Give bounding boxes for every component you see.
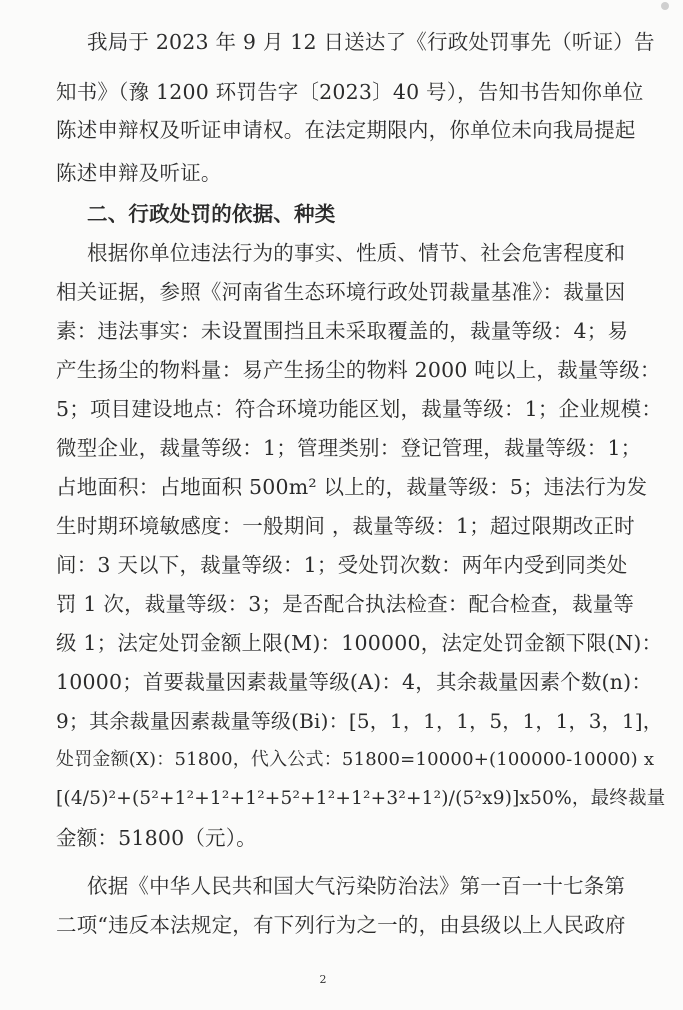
paragraph-line: 二项“违反本法规定，有下列行为之一的，由县级以上人民政府 — [56, 913, 626, 937]
paragraph-line: 素：违法事实：未设置围挡且未采取覆盖的，裁量等级：4；易 — [56, 319, 629, 343]
paragraph-line: 我局于 2023 年 9 月 12 日送达了《行政处罚事先（听证）告 — [87, 30, 655, 54]
paragraph-line: 间：3 天以下，裁量等级：1；受处罚次数：两年内受到同类处 — [56, 553, 628, 577]
paragraph-line: 生时期环境敏感度：一般期间 ，裁量等级：1；超过限期改正时 — [56, 514, 635, 538]
paragraph-line: 9；其余裁量因素裁量等级(Bi)：[5，1，1，1，5，1，1，3，1]， — [56, 709, 663, 733]
paragraph-line: 罚 1 次，裁量等级：3；是否配合执法检查：配合检查，裁量等 — [56, 592, 635, 616]
paragraph-line: 微型企业，裁量等级：1；管理类别：登记管理，裁量等级：1； — [56, 436, 642, 460]
paragraph-line: 金额：51800（元）。 — [56, 826, 257, 850]
paragraph-line: 根据你单位违法行为的事实、性质、情节、社会危害程度和 — [87, 241, 626, 265]
section-heading: 二、行政处罚的依据、种类 — [87, 202, 336, 226]
paragraph-line: 知书》（豫 1200 环罚告字〔2023〕40 号），告知书告知你单位 — [56, 80, 644, 104]
scan-dot-mark — [661, 2, 669, 10]
paragraph-line: 陈述申辩权及听证申请权。在法定期限内，你单位未向我局提起 — [56, 118, 636, 142]
paragraph-line: 相关证据，参照《河南省生态环境行政处罚裁量基准》：裁量因 — [56, 280, 626, 304]
page-number: 2 — [319, 973, 327, 986]
paragraph-line: 10000；首要裁量因素裁量等级(A)：4，其余裁量因素个数(n)： — [56, 670, 653, 694]
paragraph-line: 处罚金额(X)：51800，代入公式：51800=10000+(100000-10000) x — [56, 749, 655, 770]
paragraph-line: 产生扬尘的物料量：易产生扬尘的物料 2000 吨以上，裁量等级： — [56, 358, 661, 382]
paragraph-line: 占地面积：占地面积 500m² 以上的，裁量等级：5；违法行为发 — [56, 475, 648, 499]
paragraph-line: 依据《中华人民共和国大气污染防治法》第一百一十七条第 — [87, 874, 626, 898]
paragraph-line: 级 1；法定处罚金额上限(M)：100000，法定处罚金额下限(N)： — [56, 631, 663, 655]
paragraph-line: 陈述申辩及听证。 — [56, 161, 222, 185]
paragraph-line: 5；项目建设地点：符合环境功能区划，裁量等级：1；企业规模： — [56, 397, 663, 421]
formula-line: [(4/5)²+(5²+1²+1²+1²+5²+1²+1²+3²+1²)/(5²x9)]x50%，最终裁量 — [56, 788, 666, 809]
